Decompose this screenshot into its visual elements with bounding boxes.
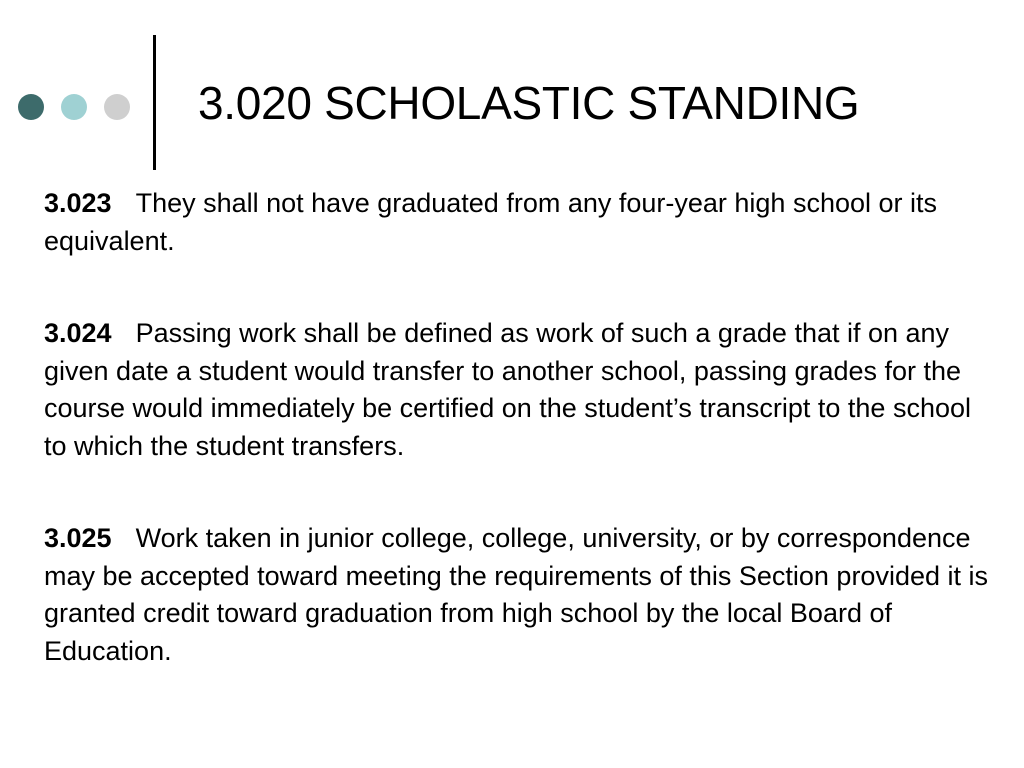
section-number: 3.024 xyxy=(44,318,112,348)
slide-title: 3.020 SCHOLASTIC STANDING xyxy=(198,77,860,129)
section-text: Passing work shall be defined as work of such a grade that if on any given date a student would transfer to another school, passing grades for the course would immediately be certified on the student’s transcript to the school to which the student transfers. xyxy=(44,318,971,461)
slide-body xyxy=(44,185,1000,725)
section-text: Work taken in junior college, college, university, or by correspondence may be accepted toward meeting the requirements of this Section provided it is granted credit toward graduation from high school by the local Board of Education. xyxy=(44,523,988,666)
light-gray-dot-icon xyxy=(104,94,130,120)
section-text: They shall not have graduated from any four-year high school or its equivalent. xyxy=(44,188,938,256)
section-paragraph xyxy=(44,315,1000,465)
section-number: 3.023 xyxy=(44,188,112,218)
title-divider xyxy=(153,35,156,170)
section-paragraph xyxy=(44,520,1000,670)
dark-teal-dot-icon xyxy=(18,94,44,120)
section-number: 3.025 xyxy=(44,523,112,553)
section-paragraph xyxy=(44,185,1000,260)
light-teal-dot-icon xyxy=(61,94,87,120)
